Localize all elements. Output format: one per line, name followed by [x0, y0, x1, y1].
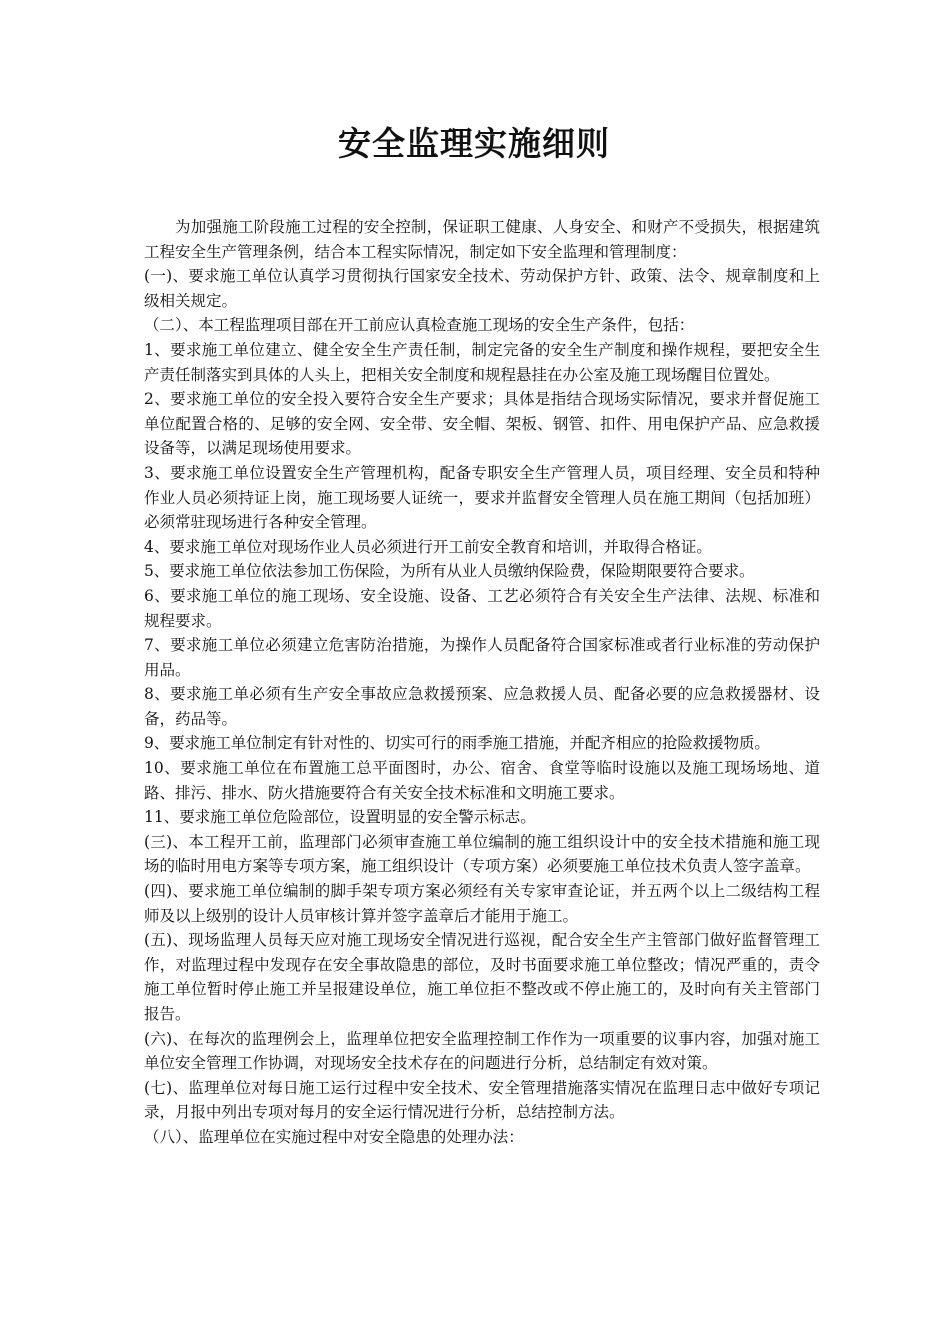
section-4-paragraph: (四)、要求施工单位编制的脚手架专项方案必须经有关专家审查论证，并五两个以上二级结构工程师及以上级别的设计人员审核计算并签字盖章后才能用于施工。: [144, 882, 820, 925]
list-item-3: 3、要求施工单位设置安全生产管理机构，配备专职安全生产管理人员，项目经理、安全员和特种作业人员必须持证上岗，施工现场要人证统一，要求并监督安全管理人员在施工期间（包括加班）必须常驻现场进行各种安全管理。: [144, 463, 820, 532]
list-item-7: 7、要求施工单位必须建立危害防治措施，为操作人员配备符合国家标准或者行业标准的劳动保护用品。: [144, 636, 820, 679]
list-item-11: 11、要求施工单位危险部位，设置明显的安全警示标志。: [144, 808, 536, 827]
section-8-heading: （八）、监理单位在实施过程中对安全隐患的处理办法：: [144, 1127, 524, 1146]
section-6-paragraph: (六)、在每次的监理例会上，监理单位把安全监理控制工作作为一项重要的议事内容，加强对施工单位安全管理工作协调，对现场安全技术存在的问题进行分析，总结制定有效对策。: [144, 1029, 820, 1073]
list-item-1: 1、要求施工单位建立、健全安全生产责任制，制定完备的安全生产制度和操作规程，要把安全生产责任制落实到具体的人头上，把相关安全制度和规程悬挂在办公室及施工现场醒目位置处。: [144, 340, 820, 384]
section-2-heading: （二）、本工程监理项目部在开工前应认真检查施工现场的安全生产条件，包括：: [144, 316, 695, 335]
list-item-8: 8、要求施工单必须有生产安全事故应急救援预案、应急救援人员、配备必要的应急救援器材、设备，药品等。: [144, 685, 820, 728]
section-3-paragraph: (三)、本工程开工前，监理部门必须审查施工单位编制的施工组织设计中的安全技术措施和施工现场的临时用电方案等专项方案，施工组织设计（专项方案）必须要施工单位技术负责人签字盖章。: [144, 832, 820, 876]
section-5-paragraph: (五)、现场监理人员每天应对施工现场安全情况进行巡视，配合安全生产主管部门做好监督管理工作，对监理过程中发现存在安全事故隐患的部位，及时书面要求施工单位整改；情况严重的，责令施工单位暂时停止施工并呈报建设单位，施工单位拒不整改或不停止施工的，及时向有关主管部门报告。: [144, 931, 820, 1023]
intro-paragraph: 为加强施工阶段施工过程的安全控制，保证职工健康、人身安全、和财产不受损失，根据建筑工程安全生产管理条例，结合本工程实际情况，制定如下安全监理和管理制度：: [144, 218, 820, 261]
list-item-9: 9、要求施工单位制定有针对性的、切实可行的雨季施工措施，并配齐相应的抢险救援物质。: [144, 734, 770, 753]
list-item-6: 6、要求施工单位的施工现场、安全设施、设备、工艺必须符合有关安全生产法律、法规、标准和规程要求。: [144, 586, 820, 630]
list-item-2: 2、要求施工单位的安全投入要符合安全生产要求；具体是指结合现场实际情况，要求并督促施工单位配置合格的、足够的安全网、安全带、安全帽、架板、钢管、扣件、用电保护产品、应急救援设备等，以满足现场使用要求。: [144, 390, 820, 458]
list-item-10: 10、要求施工单位在布置施工总平面图时，办公、宿舍、食堂等临时设施以及施工现场场地、道路、排污、排水、防火措施要符合有关安全技术标准和文明施工要求。: [144, 759, 820, 802]
section-1-paragraph: (一)、要求施工单位认真学习贯彻执行国家安全技术、劳动保护方针、政策、法令、规章制度和上级相关规定。: [144, 267, 820, 310]
document-body: [144, 215, 820, 1150]
list-item-4: 4、要求施工单位对现场作业人员必须进行开工前安全教育和培训，并取得合格证。: [144, 537, 712, 556]
section-7-paragraph: (七)、监理单位对每日施工运行过程中安全技术、安全管理措施落实情况在监理日志中做好专项记录，月报中列出专项对每月的安全运行情况进行分析，总结控制方法。: [144, 1078, 820, 1122]
page-title: 安全监理实施细则: [338, 124, 610, 163]
list-item-5: 5、要求施工单位依法参加工伤保险，为所有从业人员缴纳保险费，保险期限要符合要求。: [144, 562, 755, 581]
